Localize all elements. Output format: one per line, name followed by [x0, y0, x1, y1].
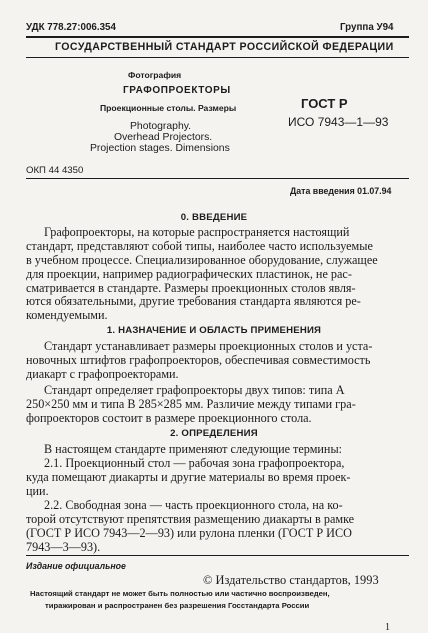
section-0-line: сматривается в стандарте. Размеры проекционных столов явля-: [26, 281, 356, 295]
okp-code: ОКП 44 4350: [26, 165, 84, 176]
english-title-line3: Projection stages. Dimensions: [90, 143, 230, 154]
intro-date: Дата введения 01.07.94: [290, 186, 392, 196]
main-title: ГРАФОПРОЕКТОРЫ: [123, 85, 231, 96]
category: Фотография: [128, 70, 182, 80]
section-1-line: диакарт с графопроекторами.: [26, 367, 179, 381]
section-1-line: фопроекторов состоит в размере проекционного стола.: [26, 411, 312, 425]
section-0-line: стандарт, представляют собой типы, наиболее часто используемые: [26, 239, 373, 253]
section-2-line: В настоящем стандарте применяют следующие термины:: [44, 442, 343, 456]
section-0-line: в учебном процессе. Специализированное оборудование, служащее: [26, 253, 378, 267]
english-title-line2: Overhead Projectors.: [114, 132, 213, 143]
title-rule: [26, 178, 409, 179]
section-2-line: ции.: [26, 484, 49, 498]
group-code: Группа У94: [340, 22, 394, 33]
section-0-line: комендуемыми.: [26, 308, 108, 322]
subtitle: Проекционные столы. Размеры: [100, 103, 237, 113]
udk-code: УДК 778.27:006.354: [26, 22, 116, 33]
section-2-line: торой отсутствуют препятствия размещению диакарты в рамке: [26, 512, 355, 526]
official-edition: Издание официальное: [26, 561, 126, 571]
section-2-line: 2.1. Проекционный стол — рабочая зона графопроектора,: [44, 456, 345, 470]
section-0-heading: 0. ВВЕДЕНИЕ: [180, 212, 248, 223]
section-2-line: куда помещают диакарты и другие материалы во время проек-: [26, 470, 351, 484]
section-0-line: для проекции, например радиографических пластинок, не рас-: [26, 267, 352, 281]
copyright: © Издательство стандартов, 1993: [203, 573, 379, 587]
section-2-line: 7943—3—93).: [26, 540, 101, 554]
section-0-line: ются обязательными, другие требования стандарта являются ре-: [26, 294, 361, 308]
page-number: 1: [385, 622, 390, 633]
footer-rule: [26, 555, 409, 556]
top-rule-thin: [26, 57, 409, 58]
section-2-heading: 2. ОПРЕДЕЛЕНИЯ: [170, 428, 258, 439]
gost-label: ГОСТ Р: [301, 96, 348, 111]
standard-title: ГОСУДАРСТВЕННЫЙ СТАНДАРТ РОССИЙСКОЙ ФЕДЕРАЦИИ: [55, 41, 394, 53]
section-0-line: Графопроекторы, на которые распространяется настоящий: [44, 225, 350, 239]
section-1-line: 250×250 мм и типа В 285×285 мм. Различие между типами гра-: [26, 397, 356, 411]
section-1-line: Стандарт определяет графопроекторы двух типов: типа А: [44, 383, 345, 397]
section-1-line: Стандарт устанавливает размеры проекционных столов и уста-: [44, 339, 373, 353]
english-title-line1: Photography.: [130, 121, 192, 132]
reproduction-note-line1: Настоящий стандарт не может быть полностью или частично воспроизведен,: [30, 589, 330, 598]
section-2-line: (ГОСТ Р ИСО 7943—2—93) или рулона пленки (ГОСТ Р ИСО: [26, 526, 352, 540]
section-2-line: 2.2. Свободная зона — часть проекционного стола, на ко-: [44, 498, 343, 512]
reproduction-note-line2: тиражирован и распространен без разрешения Госстандарта России: [45, 601, 310, 610]
top-rule-thick: [26, 36, 409, 38]
section-1-heading: 1. НАЗНАЧЕНИЕ И ОБЛАСТЬ ПРИМЕНЕНИЯ: [106, 325, 322, 336]
section-1-line: новочных штифтов графопроекторов, обеспечивая совместимость: [26, 353, 371, 367]
gost-number: ИСО 7943—1—93: [288, 115, 389, 129]
